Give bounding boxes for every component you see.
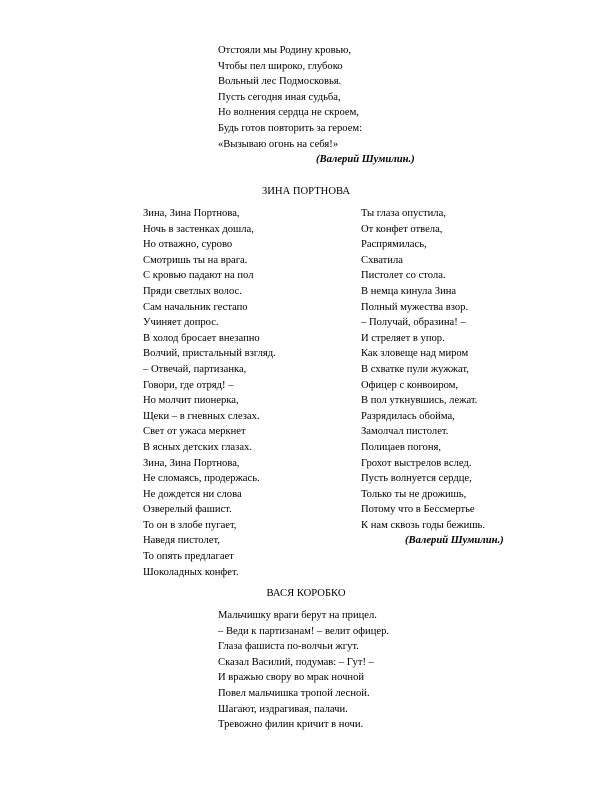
poem-line: Схватила: [361, 254, 403, 266]
poem-line: Зина, Зина Портнова,: [143, 208, 240, 219]
poem-line: Разрядилась обойма,: [361, 410, 455, 422]
poem-line: Офицер с конвоиром,: [361, 379, 459, 391]
poem-line: Но отважно, сурово: [143, 239, 233, 251]
poem-line: В ясных детских глазах.: [143, 441, 252, 453]
poem-line: Но молчит пионерка,: [143, 395, 239, 407]
poem-line: Волчий, пристальный взгляд.: [143, 348, 276, 360]
poem-line: Смотришь ты на врага.: [143, 254, 248, 266]
poem-line: Не дождется ни слова: [143, 488, 242, 500]
poem-line: Свет от ужаса меркнет: [143, 426, 246, 438]
poem-line: Но волнения сердца не скроем,: [218, 107, 359, 119]
poem-line: Глаза фашиста по-волчьи жгут.: [218, 641, 359, 653]
poem-line: – Отвечай, партизанка,: [143, 363, 247, 375]
poem-line: Говори, где отряд! –: [143, 379, 234, 391]
poem-line: Полицаев погоня,: [361, 441, 442, 453]
poem-line: Щеки – в гневных слезах.: [143, 410, 260, 422]
poem-line: В холод бросает внезапно: [143, 332, 260, 344]
poem-line: Сам начальник гестапо: [143, 301, 248, 313]
poem-line: Ночь в застенках дошла,: [143, 223, 254, 235]
poem-line: Как зловеще над миром: [361, 348, 469, 360]
poem-line: – Веди к партизанам! – велит офицер.: [218, 625, 390, 637]
poem-line: Озверелый фашист.: [143, 504, 232, 516]
poem-line: Сказал Василий, подумав: – Гут! –: [218, 656, 374, 668]
poem-line: В немца кинула Зина: [361, 285, 457, 297]
poem-line: Пусть сегодня иная судьба,: [218, 91, 341, 103]
poem-line: Наведя пистолет,: [143, 535, 220, 547]
poem-line: Шагают, издрагивая, палачи.: [218, 703, 348, 715]
poem-line: Пряди светлых волос.: [143, 285, 242, 297]
poem-line: То опять предлагает: [143, 551, 234, 563]
poem-line: Замолчал пистолет.: [361, 426, 449, 438]
poem-line: И вражью свору во мрак ночной: [218, 672, 365, 684]
poem-line: Потому что в Бессмертье: [361, 504, 475, 516]
poem-line: Зина, Зина Портнова,: [143, 457, 240, 469]
poem-line: То он в злобе пугает,: [143, 519, 237, 531]
poem-line: Вольный лес Подмосковья.: [218, 76, 342, 88]
poem-line: Будь готов повторить за героем:: [218, 122, 363, 134]
poem-line: В пол уткнувшись, лежат.: [361, 395, 478, 407]
author-signature: (Валерий Шумилин.): [405, 535, 504, 547]
poem-title-zina: ЗИНА ПОРТНОВА: [261, 186, 351, 197]
poem-line: Ты глаза опустила,: [361, 208, 446, 219]
poem-intro: [218, 43, 415, 168]
poem-line: Пистолет со стола.: [361, 270, 446, 282]
poem-line: Мальчишку враги берут на прицел.: [218, 610, 377, 621]
poem-line: С кровью падают на пол: [143, 270, 254, 282]
poem-line: Отстояли мы Родину кровью,: [218, 45, 352, 56]
poem-line: «Вызываю огонь на себя!»: [218, 138, 339, 150]
poem-line: – Получай, образина! –: [361, 317, 466, 329]
poem-line: Шоколадных конфет.: [143, 566, 239, 578]
poem-line: Повел мальчишка тропой лесной.: [218, 687, 370, 699]
poem-line: Не сломаясь, продержась.: [143, 473, 260, 485]
poem-line: Чтобы пел широко, глубоко: [218, 60, 343, 72]
poem-line: Полный мужества взор.: [361, 301, 469, 313]
poem-line: Только ты не дрожишь,: [361, 488, 467, 500]
poem-title-vasya: ВАСЯ КОРОБКО: [266, 588, 346, 599]
author-signature: (Валерий Шумилин.): [316, 154, 415, 166]
poem-line: Грохот выстрелов вслед.: [361, 457, 472, 469]
poem-line: Пусть волнуется сердце,: [361, 473, 472, 485]
poem-line: Тревожно филин кричит в ночи.: [218, 719, 364, 731]
poem-line: От конфет отвела,: [361, 223, 443, 235]
zina-column-right: [361, 206, 504, 549]
poem-line: К нам сквозь годы бежишь.: [361, 519, 485, 531]
poem-line: Учиняет допрос.: [143, 317, 219, 329]
poem-vasya: [218, 608, 389, 733]
poem-line: И стреляет в упор.: [361, 332, 445, 344]
poem-line: В схватке пули жужжат,: [361, 363, 469, 375]
zina-column-left: [143, 206, 276, 580]
poem-line: Распрямилась,: [361, 239, 427, 251]
